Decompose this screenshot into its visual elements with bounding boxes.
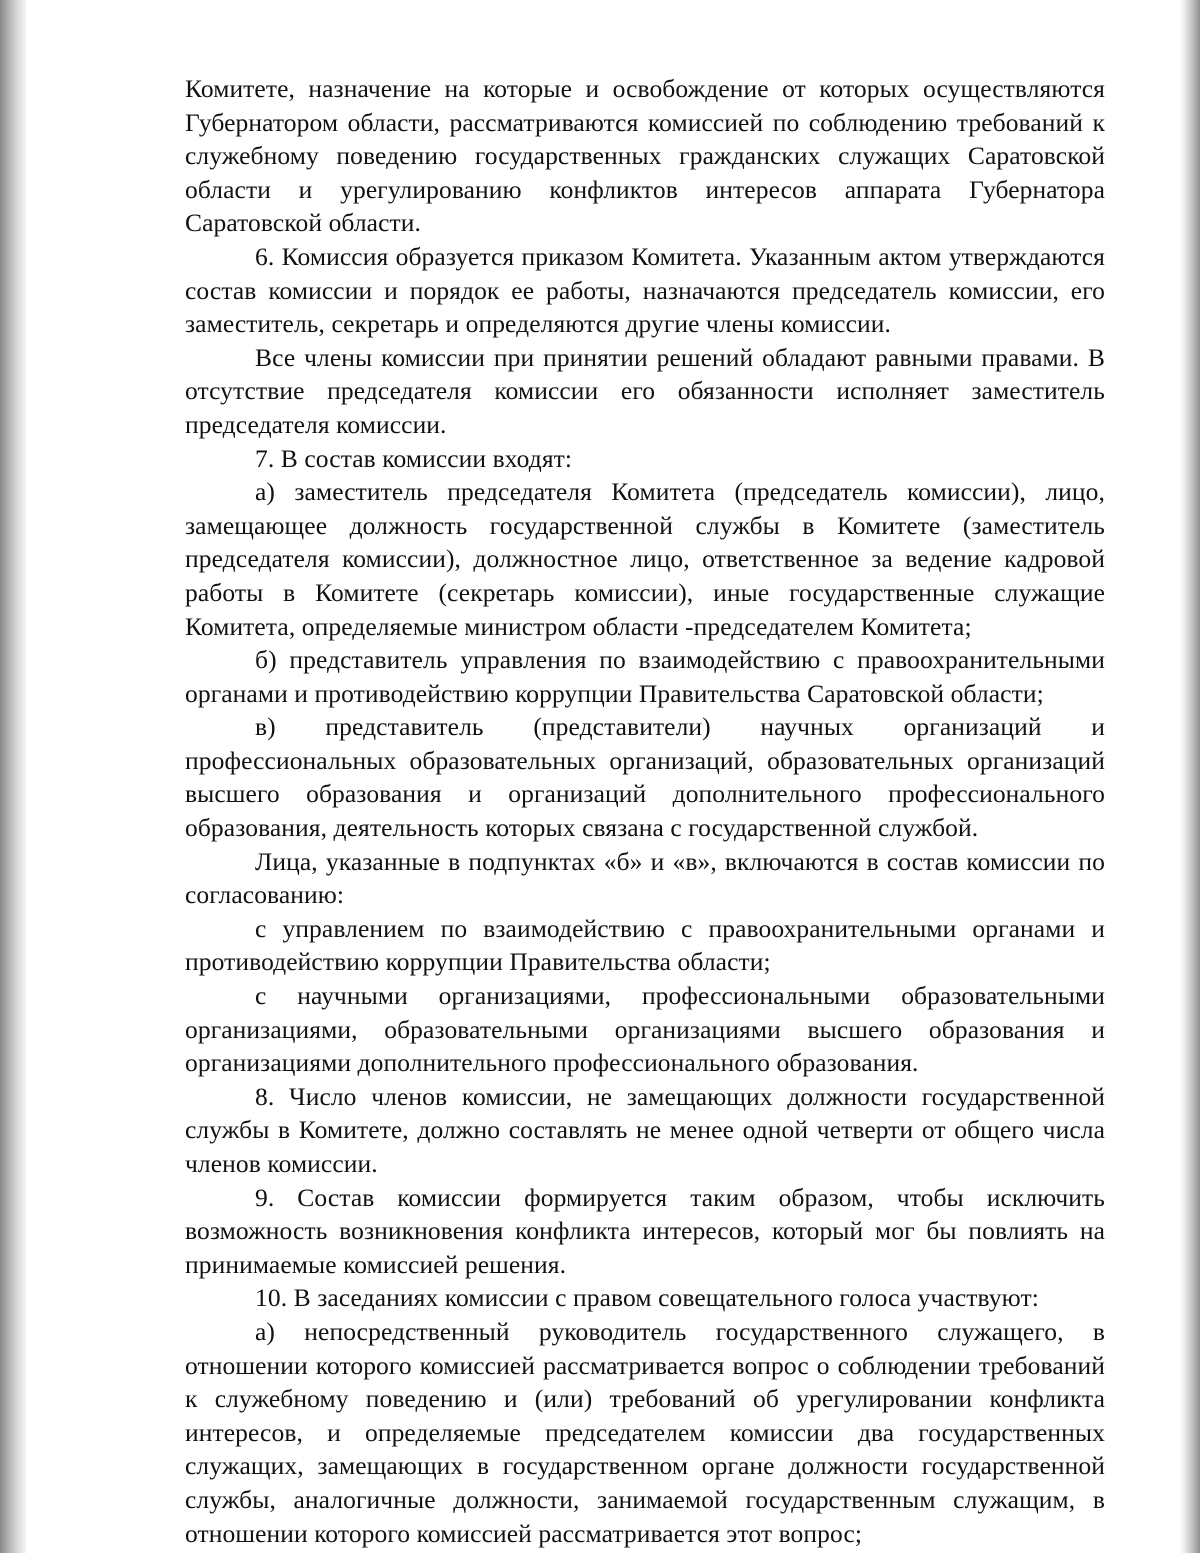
paragraph-approval: Лица, указанные в подпунктах «б» и «в», включаются в состав комиссии по согласованию: (185, 846, 1105, 910)
scan-edge-right (1180, 0, 1200, 1553)
paragraph-item-7: 7. В состав комиссии входят: (255, 443, 573, 473)
paragraph-item-8: 8. Число членов комиссии, не замещающих должности государственной службы в Комитете, должно составлять не менее одной четверти от общего числа членов комиссии. (185, 1081, 1105, 1178)
paragraph-item-7v: в) представитель (представители) научных организаций и профессиональных образовательных организаций, образовательных организаций высшего образования и организаций дополнительного профессионального образования, деятельность которых связана с государственной службой. (185, 712, 1105, 843)
paragraph-approval-orgs: с научными организациями, профессиональными образовательными организациями, образовательными организациями высшего образования и организациями дополнительного профессионального образования. (185, 981, 1105, 1078)
document-body (185, 72, 1105, 1550)
paragraph-item-10a: а) непосредственный руководитель государственного служащего, в отношении которого комиссией рассматривается вопрос о соблюдении требований к служебному поведению и (или) требований об урегулировании конфликта интересов, и определяемые председателем комиссии два государственных служащих, замещающих в государственном органе должности государственной службы, аналогичные должности, занимаемой государственным служащим, в отношении которого комиссией рассматривается этот вопрос; (185, 1316, 1105, 1548)
paragraph-item-9: 9. Состав комиссии формируется таким образом, чтобы исключить возможность возникновения конфликта интересов, который мог бы повлиять на принимаемые комиссией решения. (185, 1182, 1105, 1279)
scan-edge-left (0, 0, 26, 1553)
paragraph-item-10: 10. В заседаниях комиссии с правом совещательного голоса участвуют: (255, 1283, 1039, 1313)
paragraph-equal-rights: Все члены комиссии при принятии решений обладают равными правами. В отсутствие председателя комиссии его обязанности исполняет заместитель председателя комиссии. (185, 342, 1105, 439)
paragraph-item-7b: б) представитель управления по взаимодействию с правоохранительными органами и противодействию коррупции Правительства Саратовской области; (185, 645, 1105, 708)
paragraph-approval-dept: с управлением по взаимодействию с правоохранительными органами и противодействию коррупции Правительства области; (185, 913, 1105, 977)
paragraph-item-6: 6. Комиссия образуется приказом Комитета. Указанным актом утверждаются состав комиссии и порядок ее работы, назначаются председатель комиссии, его заместитель, секретарь и определяются другие члены комиссии. (185, 241, 1105, 339)
paragraph-item-7a: а) заместитель председателя Комитета (председатель комиссии), лицо, замещающее должность государственной службы в Комитете (заместитель председателя комиссии), должностное лицо, ответственное за ведение кадровой работы в Комитете (секретарь комиссии), иные государственные служащие Комитета, определяемые министром области -председателем Комитета; (185, 477, 1105, 641)
paragraph-continuation: Комитете, назначение на которые и освобождение от которых осуществляются Губернатором области, рассматриваются комиссией по соблюдению требований к служебному поведению государственных гражданских служащих Саратовской области и урегулированию конфликтов интересов аппарата Губернатора Саратовской области. (185, 74, 1105, 238)
